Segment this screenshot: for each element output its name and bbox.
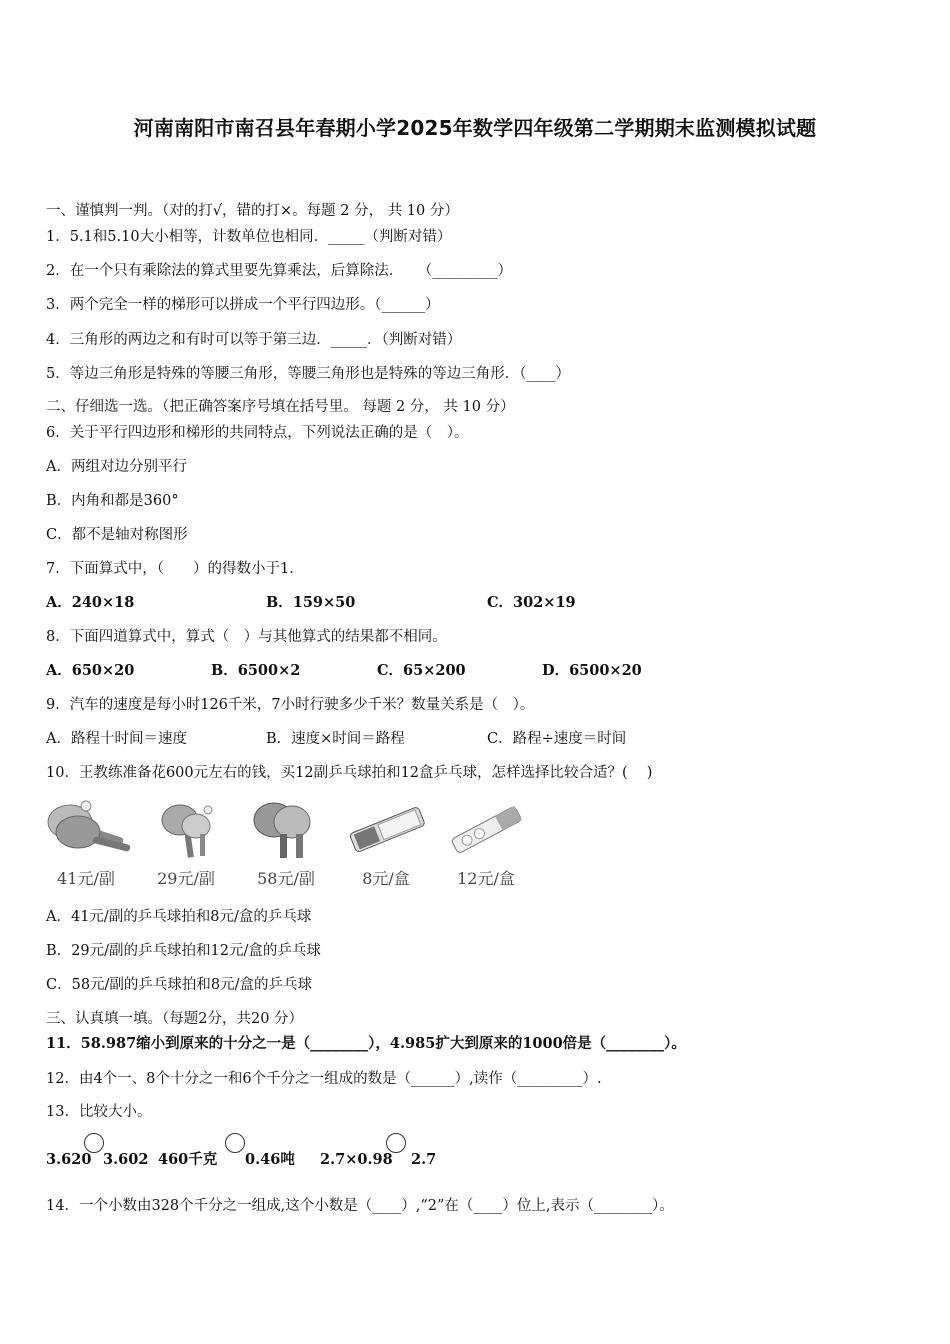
compare-circle-1[interactable] bbox=[84, 1133, 104, 1153]
question-11: 11．58.987缩小到原来的十分之一是（________），4.985扩大到原来的1000倍是（________）。 bbox=[46, 1035, 686, 1052]
compare-left-1: 3.620 bbox=[46, 1151, 92, 1168]
question-8-option-a: A．650×20 bbox=[46, 662, 135, 679]
compare-left-2: 460千克 bbox=[158, 1151, 218, 1168]
question-4: 4．三角形的两边之和有时可以等于第三边．_____．（判断对错） bbox=[46, 332, 462, 348]
question-3: 3．两个完全一样的梯形可以拼成一个平行四边形。（______） bbox=[46, 297, 440, 313]
paddle-pair-icon bbox=[240, 794, 332, 864]
question-8-option-b: B．6500×2 bbox=[211, 662, 301, 679]
compare-circle-3[interactable] bbox=[386, 1133, 406, 1153]
page-title: 河南南阳市南召县年春期小学2025年数学四年级第二学期期末监测模拟试题 bbox=[133, 116, 817, 140]
question-2: 2．在一个只有乘除法的算式里要先算乘法，后算除法． （_________） bbox=[46, 263, 512, 279]
question-7-option-b: B．159×50 bbox=[266, 594, 356, 611]
question-10: 10．王教练准备花600元左右的钱，买12副乒乓球拍和12盒乒乓球，怎样选择比较合适？( ) bbox=[46, 765, 653, 781]
question-7-option-a: A．240×18 bbox=[46, 594, 135, 611]
question-8: 8．下面四道算式中，算式（ ）与其他算式的结果都不相同。 bbox=[46, 629, 447, 645]
question-9-option-b: B．速度×时间＝路程 bbox=[266, 731, 405, 747]
ball-box-icon bbox=[340, 794, 432, 864]
question-10-option-c: C．58元/副的乒乓球拍和8元/盒的乒乓球 bbox=[46, 977, 313, 993]
product-images bbox=[40, 792, 530, 892]
section2-heading: 二、仔细选一选。（把正确答案序号填在括号里。 每题 2 分， 共 10 分） bbox=[46, 399, 515, 415]
question-6: 6．关于平行四边形和梯形的共同特点，下列说法正确的是（ ）。 bbox=[46, 425, 469, 441]
paddle-pair-image-41 bbox=[40, 792, 132, 892]
compare-right-3: 2.7 bbox=[411, 1151, 437, 1168]
question-9-option-c: C．路程÷速度＝时间 bbox=[487, 731, 627, 747]
question-13: 13．比较大小。 bbox=[46, 1104, 152, 1120]
compare-right-2: 0.46吨 bbox=[245, 1151, 295, 1168]
price-caption: 8元/盒 bbox=[362, 869, 410, 888]
paddle-pair-icon bbox=[40, 794, 132, 864]
question-9: 9．汽车的速度是每小时126千米，7小时行驶多少千米？数量关系是（ ）。 bbox=[46, 697, 535, 713]
section1-heading: 一、谨慎判一判。（对的打√，错的打×。每题 2 分， 共 10 分） bbox=[46, 203, 459, 219]
price-caption: 12元/盒 bbox=[457, 869, 515, 888]
compare-right-1: 3.602 bbox=[103, 1151, 149, 1168]
compare-left-3: 2.7×0.98 bbox=[320, 1151, 393, 1168]
price-caption: 58元/副 bbox=[257, 869, 315, 888]
paddle-pair-image-58 bbox=[240, 792, 332, 892]
question-7-option-c: C．302×19 bbox=[487, 594, 576, 611]
question-10-option-a: A．41元/副的乒乓球拍和8元/盒的乒乓球 bbox=[46, 909, 312, 925]
question-14: 14．一个小数由328个千分之一组成,这个小数是（____）,“2”在（____）位上,表示（________）。 bbox=[46, 1198, 674, 1214]
question-5: 5．等边三角形是特殊的等腰三角形，等腰三角形也是特殊的等边三角形．（____） bbox=[46, 366, 570, 382]
question-8-option-d: D．6500×20 bbox=[542, 662, 642, 679]
paddle-pair-icon bbox=[140, 794, 232, 864]
price-caption: 41元/副 bbox=[57, 869, 115, 888]
question-9-option-a: A．路程十时间＝速度 bbox=[46, 731, 187, 747]
ball-box-image-8 bbox=[340, 792, 432, 892]
paddle-pair-image-29 bbox=[140, 792, 232, 892]
ball-box-image-12 bbox=[440, 792, 532, 892]
question-6-option-c: C．都不是轴对称图形 bbox=[46, 527, 188, 543]
ball-box-icon bbox=[440, 794, 532, 864]
question-10-option-b: B．29元/副的乒乓球拍和12元/盒的乒乓球 bbox=[46, 943, 321, 959]
question-1: 1．5.1和5.10大小相等，计数单位也相同．_____（判断对错） bbox=[46, 229, 452, 245]
question-7: 7．下面算式中，（ ）的得数小于1． bbox=[46, 561, 304, 577]
compare-circle-2[interactable] bbox=[225, 1133, 245, 1153]
price-caption: 29元/副 bbox=[157, 869, 215, 888]
question-6-option-b: B．内角和都是360° bbox=[46, 493, 179, 509]
question-6-option-a: A．两组对边分别平行 bbox=[46, 459, 187, 475]
question-12: 12．由4个一、8个十分之一和6个千分之一组成的数是（______）,读作（_________）. bbox=[46, 1071, 602, 1087]
question-8-option-c: C．65×200 bbox=[377, 662, 466, 679]
section3-heading: 三、认真填一填。（每题2分，共20 分） bbox=[46, 1011, 304, 1027]
